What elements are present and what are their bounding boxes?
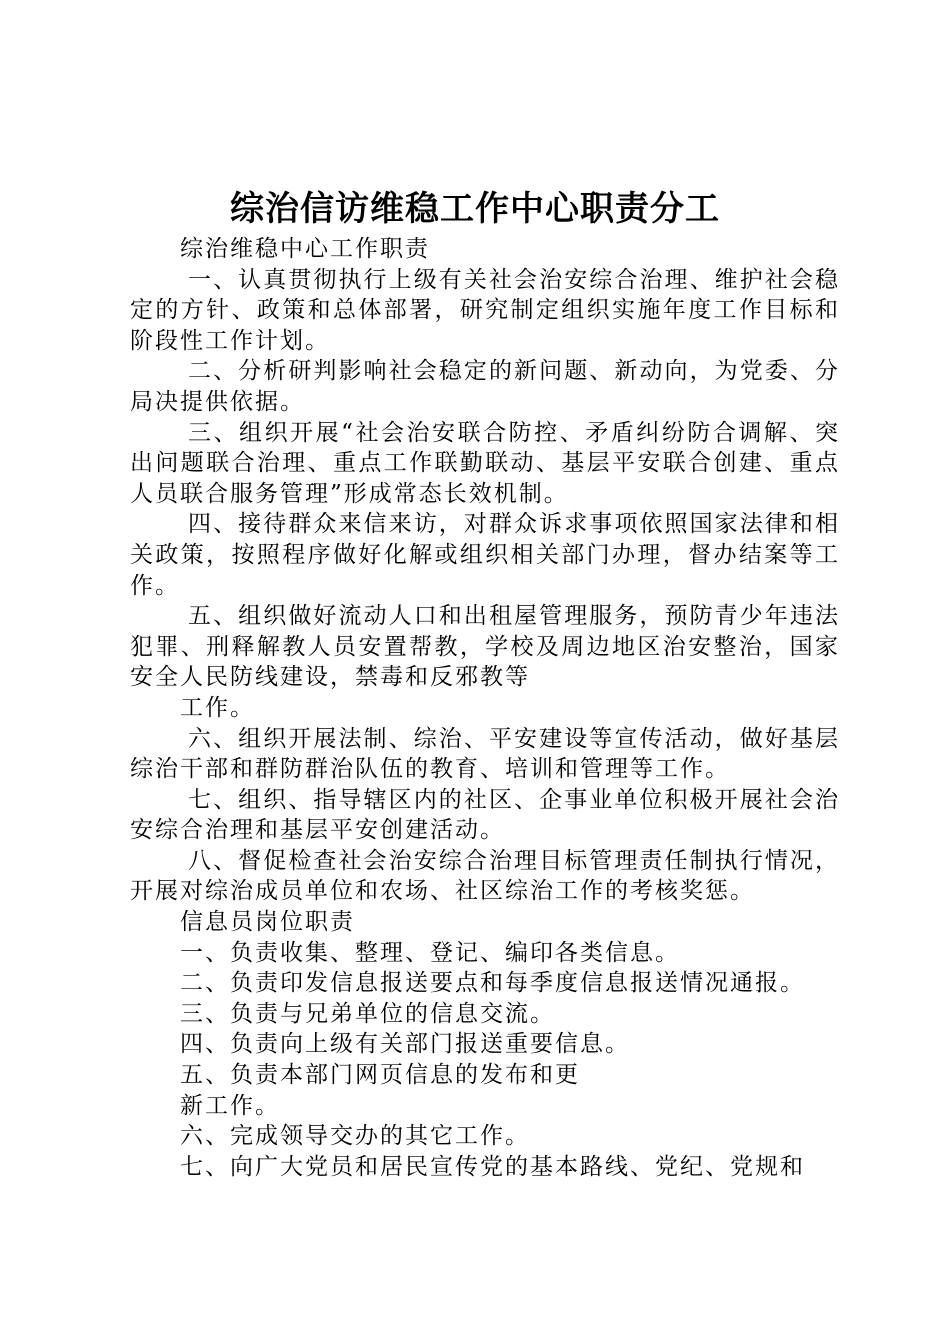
paragraph: 四、负责向上级有关部门报送重要信息。	[180, 1031, 630, 1058]
paragraph: 六、完成领导交办的其它工作。	[180, 1123, 530, 1150]
paragraph: 八、督促检查社会治安综合治理目标管理责任制执行情况，开展对综治成员单位和农场、社区综治工作的考核奖惩。	[130, 847, 840, 905]
paragraph: 一、负责收集、整理、登记、编印各类信息。	[180, 939, 680, 966]
document-body	[130, 234, 840, 1182]
paragraph: 三、组织开展“社会治安联合防控、矛盾纠纷防合调解、突出问题联合治理、重点工作联勤联动、基层平安联合创建、重点人员联合服务管理”形成常态长效机制。	[130, 419, 840, 507]
paragraph: 二、分析研判影响社会稳定的新问题、新动向，为党委、分局决提供依据。	[130, 358, 840, 415]
paragraph: 三、负责与兄弟单位的信息交流。	[180, 1000, 555, 1027]
paragraph: 二、负责印发信息报送要点和每季度信息报送情况通报。	[180, 970, 805, 997]
paragraph: 五、组织做好流动人口和出租屋管理服务，预防青少年违法犯罪、刑释解教人员安置帮教，学校及周边地区治安整治，国家安全人民防线建设，禁毒和反邪教等	[130, 603, 840, 691]
paragraph: 工作。	[180, 694, 255, 721]
paragraph: 七、向广大党员和居民宣传党的基本路线、党纪、党规和	[180, 1153, 805, 1180]
paragraph: 四、接待群众来信来访，对群众诉求事项依照国家法律和相关政策，按照程序做好化解或组织相关部门办理，督办结案等工作。	[130, 511, 840, 599]
paragraph: 一、认真贯彻执行上级有关社会治安综合治理、维护社会稳定的方针、政策和总体部署，研究制定组织实施年度工作目标和阶段性工作计划。	[130, 266, 840, 354]
section-heading: 信息员岗位职责	[180, 909, 355, 936]
paragraph: 新工作。	[180, 1092, 280, 1119]
paragraph: 七、组织、指导辖区内的社区、企事业单位积极开展社会治安综合治理和基层平安创建活动。	[130, 786, 840, 844]
document-title: 综治信访维稳工作中心职责分工	[230, 189, 720, 229]
paragraph: 五、负责本部门网页信息的发布和更	[180, 1062, 580, 1089]
paragraph: 六、组织开展法制、综治、平安建设等宣传活动，做好基层综治干部和群防群治队伍的教育、培训和管理等工作。	[130, 725, 840, 783]
section-heading: 综治维稳中心工作职责	[180, 236, 430, 262]
